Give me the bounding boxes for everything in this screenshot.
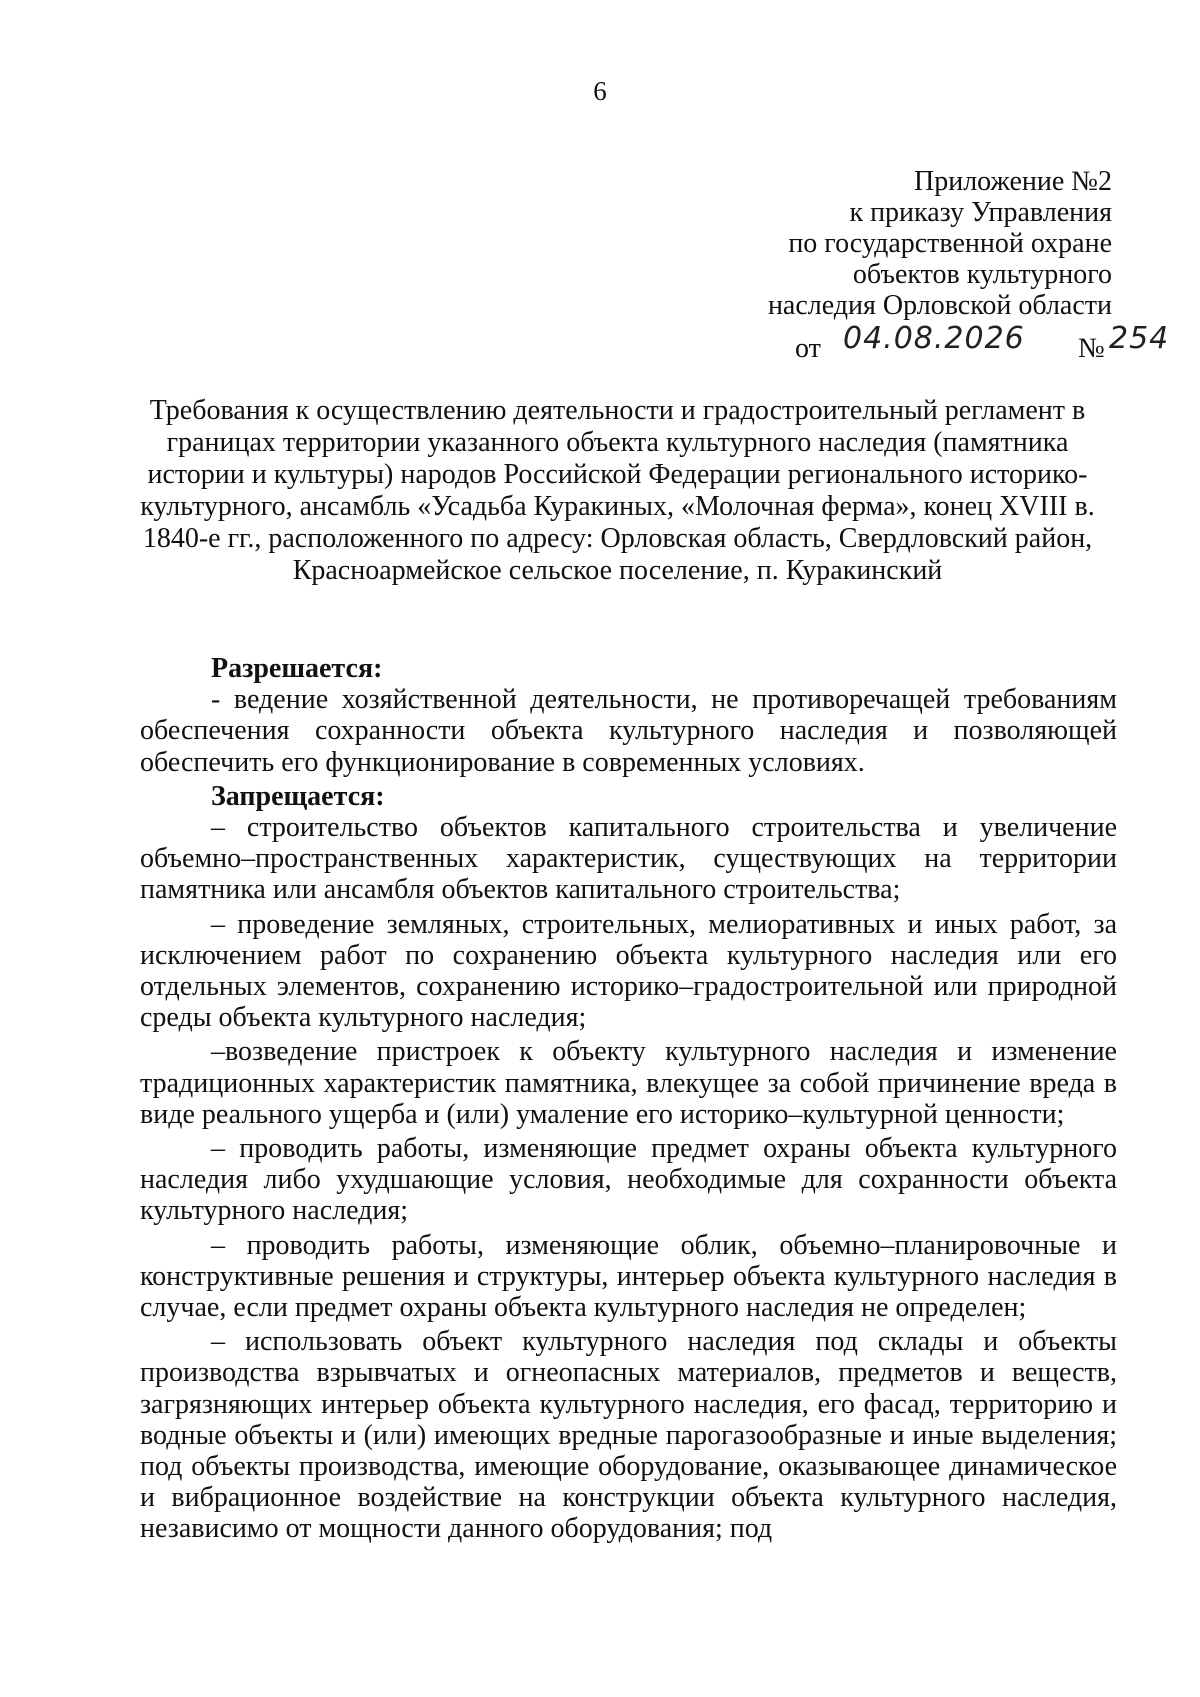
title-line: границах территории указанного объекта культурного наследия (памятника <box>166 427 1069 458</box>
appendix-line: к приказу Управления <box>849 197 1112 228</box>
handwritten-number: 254 <box>1109 321 1170 356</box>
allowed-paragraph: - ведение хозяйственной деятельности, не противоречащей требованиям обеспечения сохранности объекта культурного наследия и позволяющей обеспечить его функционирование в современных условиях. <box>140 684 1117 778</box>
allowed-heading: Разрешается: <box>211 653 383 684</box>
prohibited-heading: Запрещается: <box>211 780 385 812</box>
document-body <box>140 653 1117 1548</box>
title-line: Красноармейское сельское поселение, п. Куракинский <box>292 555 943 586</box>
prohibited-item: – проводить работы, изменяющие предмет охраны объекта культурного наследия либо ухудшающие условия, необходимые для сохранности объекта культурного наследия; <box>140 1133 1117 1227</box>
prohibited-item: – проводить работы, изменяющие облик, объемно–планировочные и конструктивные решения и структуры, интерьер объекта культурного наследия в случае, если предмет охраны объекта культурного наследия не определен; <box>140 1229 1117 1324</box>
prohibited-item: – использовать объект культурного наследия под склады и объекты производства взрывчатых и огнеопасных материалов, предметов и веществ, загрязняющих интерьер объекта культурного наследия, его фасад, территорию и водные объекты и (или) имеющих вредные парогазообразные и иные выделения; под объекты производства, имеющие оборудование, оказывающее динамическое и вибрационное воздействие на конструкции объекта культурного наследия, независимо от мощности данного оборудования; под <box>140 1326 1117 1545</box>
title-line: 1840-е гг., расположенного по адресу: Орловская область, Свердловский район, <box>142 523 1093 554</box>
title-line: Требования к осуществлению деятельности и градостроительный регламент в <box>149 395 1086 426</box>
number-label: № <box>1078 333 1105 364</box>
order-date-number <box>795 321 1170 373</box>
page-number: 6 <box>593 76 607 106</box>
appendix-line: объектов культурного <box>852 259 1112 290</box>
appendix-line: наследия Орловской области <box>767 290 1112 321</box>
title-line: культурного, ансамбль «Усадьба Куракиных, «Молочная ферма», конец XVIII в. <box>140 491 1095 522</box>
appendix-line: Приложение №2 <box>914 166 1112 197</box>
appendix-line: по государственной охране <box>788 228 1112 259</box>
prohibited-item: – строительство объектов капитального строительства и увеличение объемно–пространственных характеристик, существующих на территории памятника или ансамбля объектов капитального строительства; <box>140 812 1117 906</box>
prohibited-item: –возведение пристроек к объекту культурного наследия и изменение традиционных характеристик памятника, влекущее за собой причинение вреда в виде реального ущерба и (или) умаление его историко–культурной ценности; <box>140 1036 1117 1130</box>
document-title <box>130 395 1105 587</box>
prohibited-item: – проведение земляных, строительных, мелиоративных и иных работ, за исключением работ по сохранению объекта культурного наследия или его отдельных элементов, сохранению историко–градостроительной или природной среды объекта культурного наследия; <box>140 908 1117 1034</box>
date-label: от <box>795 333 821 364</box>
appendix-header <box>768 166 1112 321</box>
handwritten-date: 04.08.2026 <box>843 321 1025 356</box>
title-line: истории и культуры) народов Российской Федерации регионального историко- <box>147 459 1088 490</box>
